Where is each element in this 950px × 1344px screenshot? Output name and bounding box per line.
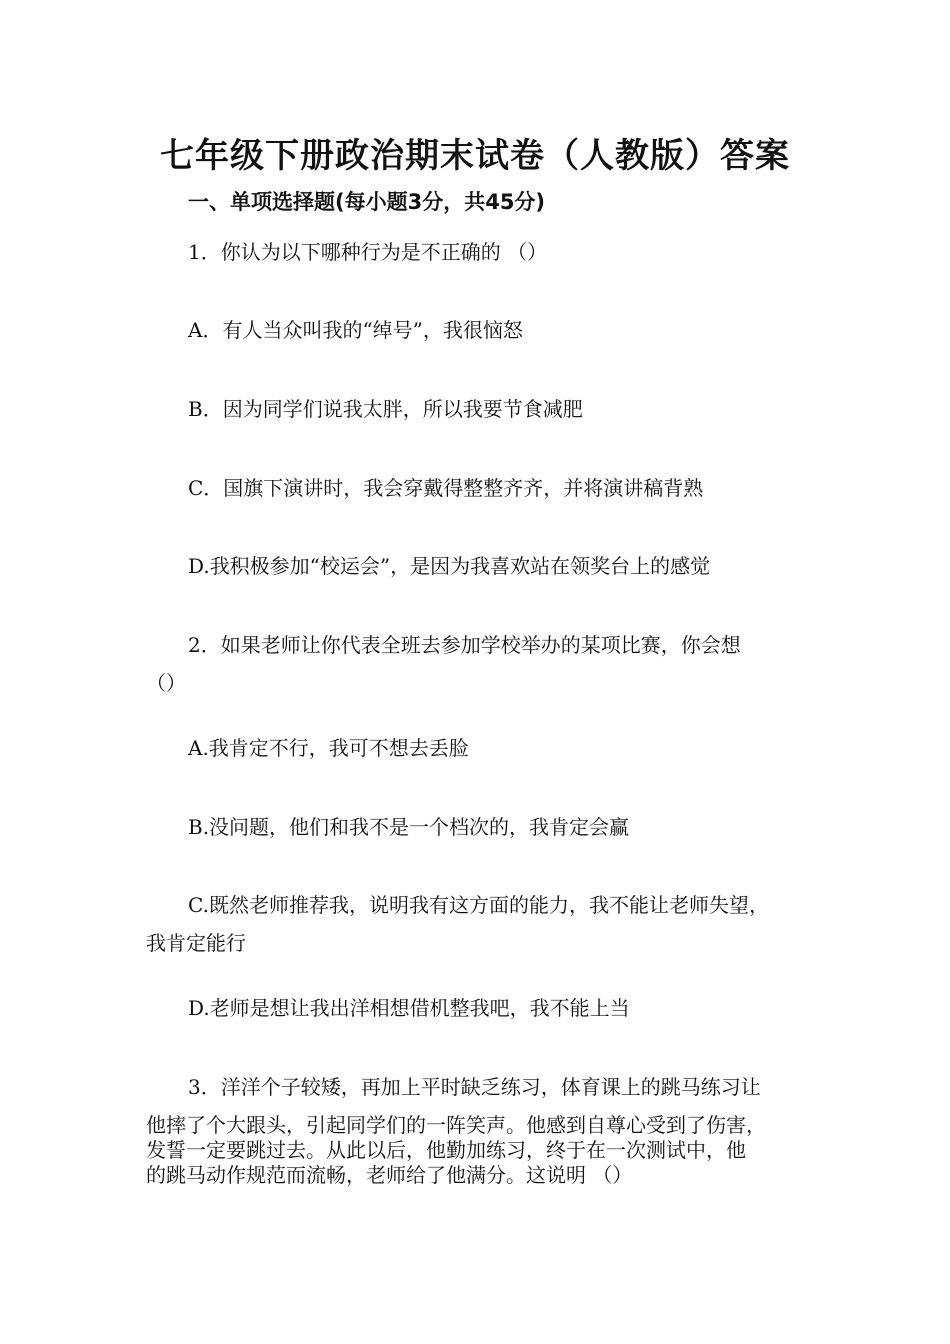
question-2-option-b: B.没问题，他们和我不是一个档次的，我肯定会赢: [188, 815, 630, 839]
question-1-option-c: C．国旗下演讲时，我会穿戴得整整齐齐，并将演讲稿背熟: [188, 476, 704, 500]
question-1-stem: 1．你认为以下哪种行为是不正确的 （）: [188, 240, 548, 264]
question-2-stem: 2．如果老师让你代表全班去参加学校举办的某项比赛，你会想: [188, 633, 741, 657]
question-2-option-c-continued: 我肯定能行: [146, 931, 246, 955]
question-1-option-a: A．有人当众叫我的“绰号”，我很恼怒: [188, 318, 523, 342]
section-heading: 一、单项选择题(每小题3分，共45分): [188, 190, 546, 214]
question-3-stem-line-4: 的跳马动作规范而流畅，老师给了他满分。这说明 （）: [146, 1163, 633, 1187]
question-3-stem-line-3: 发誓一定要跳过去。从此以后，他勤加练习，终于在一次测试中，他: [146, 1138, 746, 1162]
question-3-stem-line-1: 3．洋洋个子较矮，再加上平时缺乏练习，体育课上的跳马练习让: [188, 1075, 761, 1099]
document-title: 七年级下册政治期末试卷（人教版）答案: [160, 136, 790, 176]
question-1-option-d: D.我积极参加“校运会”，是因为我喜欢站在领奖台上的感觉: [188, 554, 711, 578]
question-2-option-c: C.既然老师推荐我，说明我有这方面的能力，我不能让老师失望，: [188, 893, 769, 917]
question-2-option-a: A.我肯定不行，我可不想去丢脸: [188, 736, 469, 760]
question-2-option-d: D.老师是想让我出洋相想借机整我吧，我不能上当: [188, 996, 630, 1020]
question-3-stem-line-2: 他摔了个大跟头，引起同学们的一阵笑声。他感到自尊心受到了伤害，: [146, 1113, 766, 1137]
question-1-option-b: B．因为同学们说我太胖，所以我要节食减肥: [188, 397, 583, 421]
question-2-stem-continued: （）: [146, 671, 186, 695]
